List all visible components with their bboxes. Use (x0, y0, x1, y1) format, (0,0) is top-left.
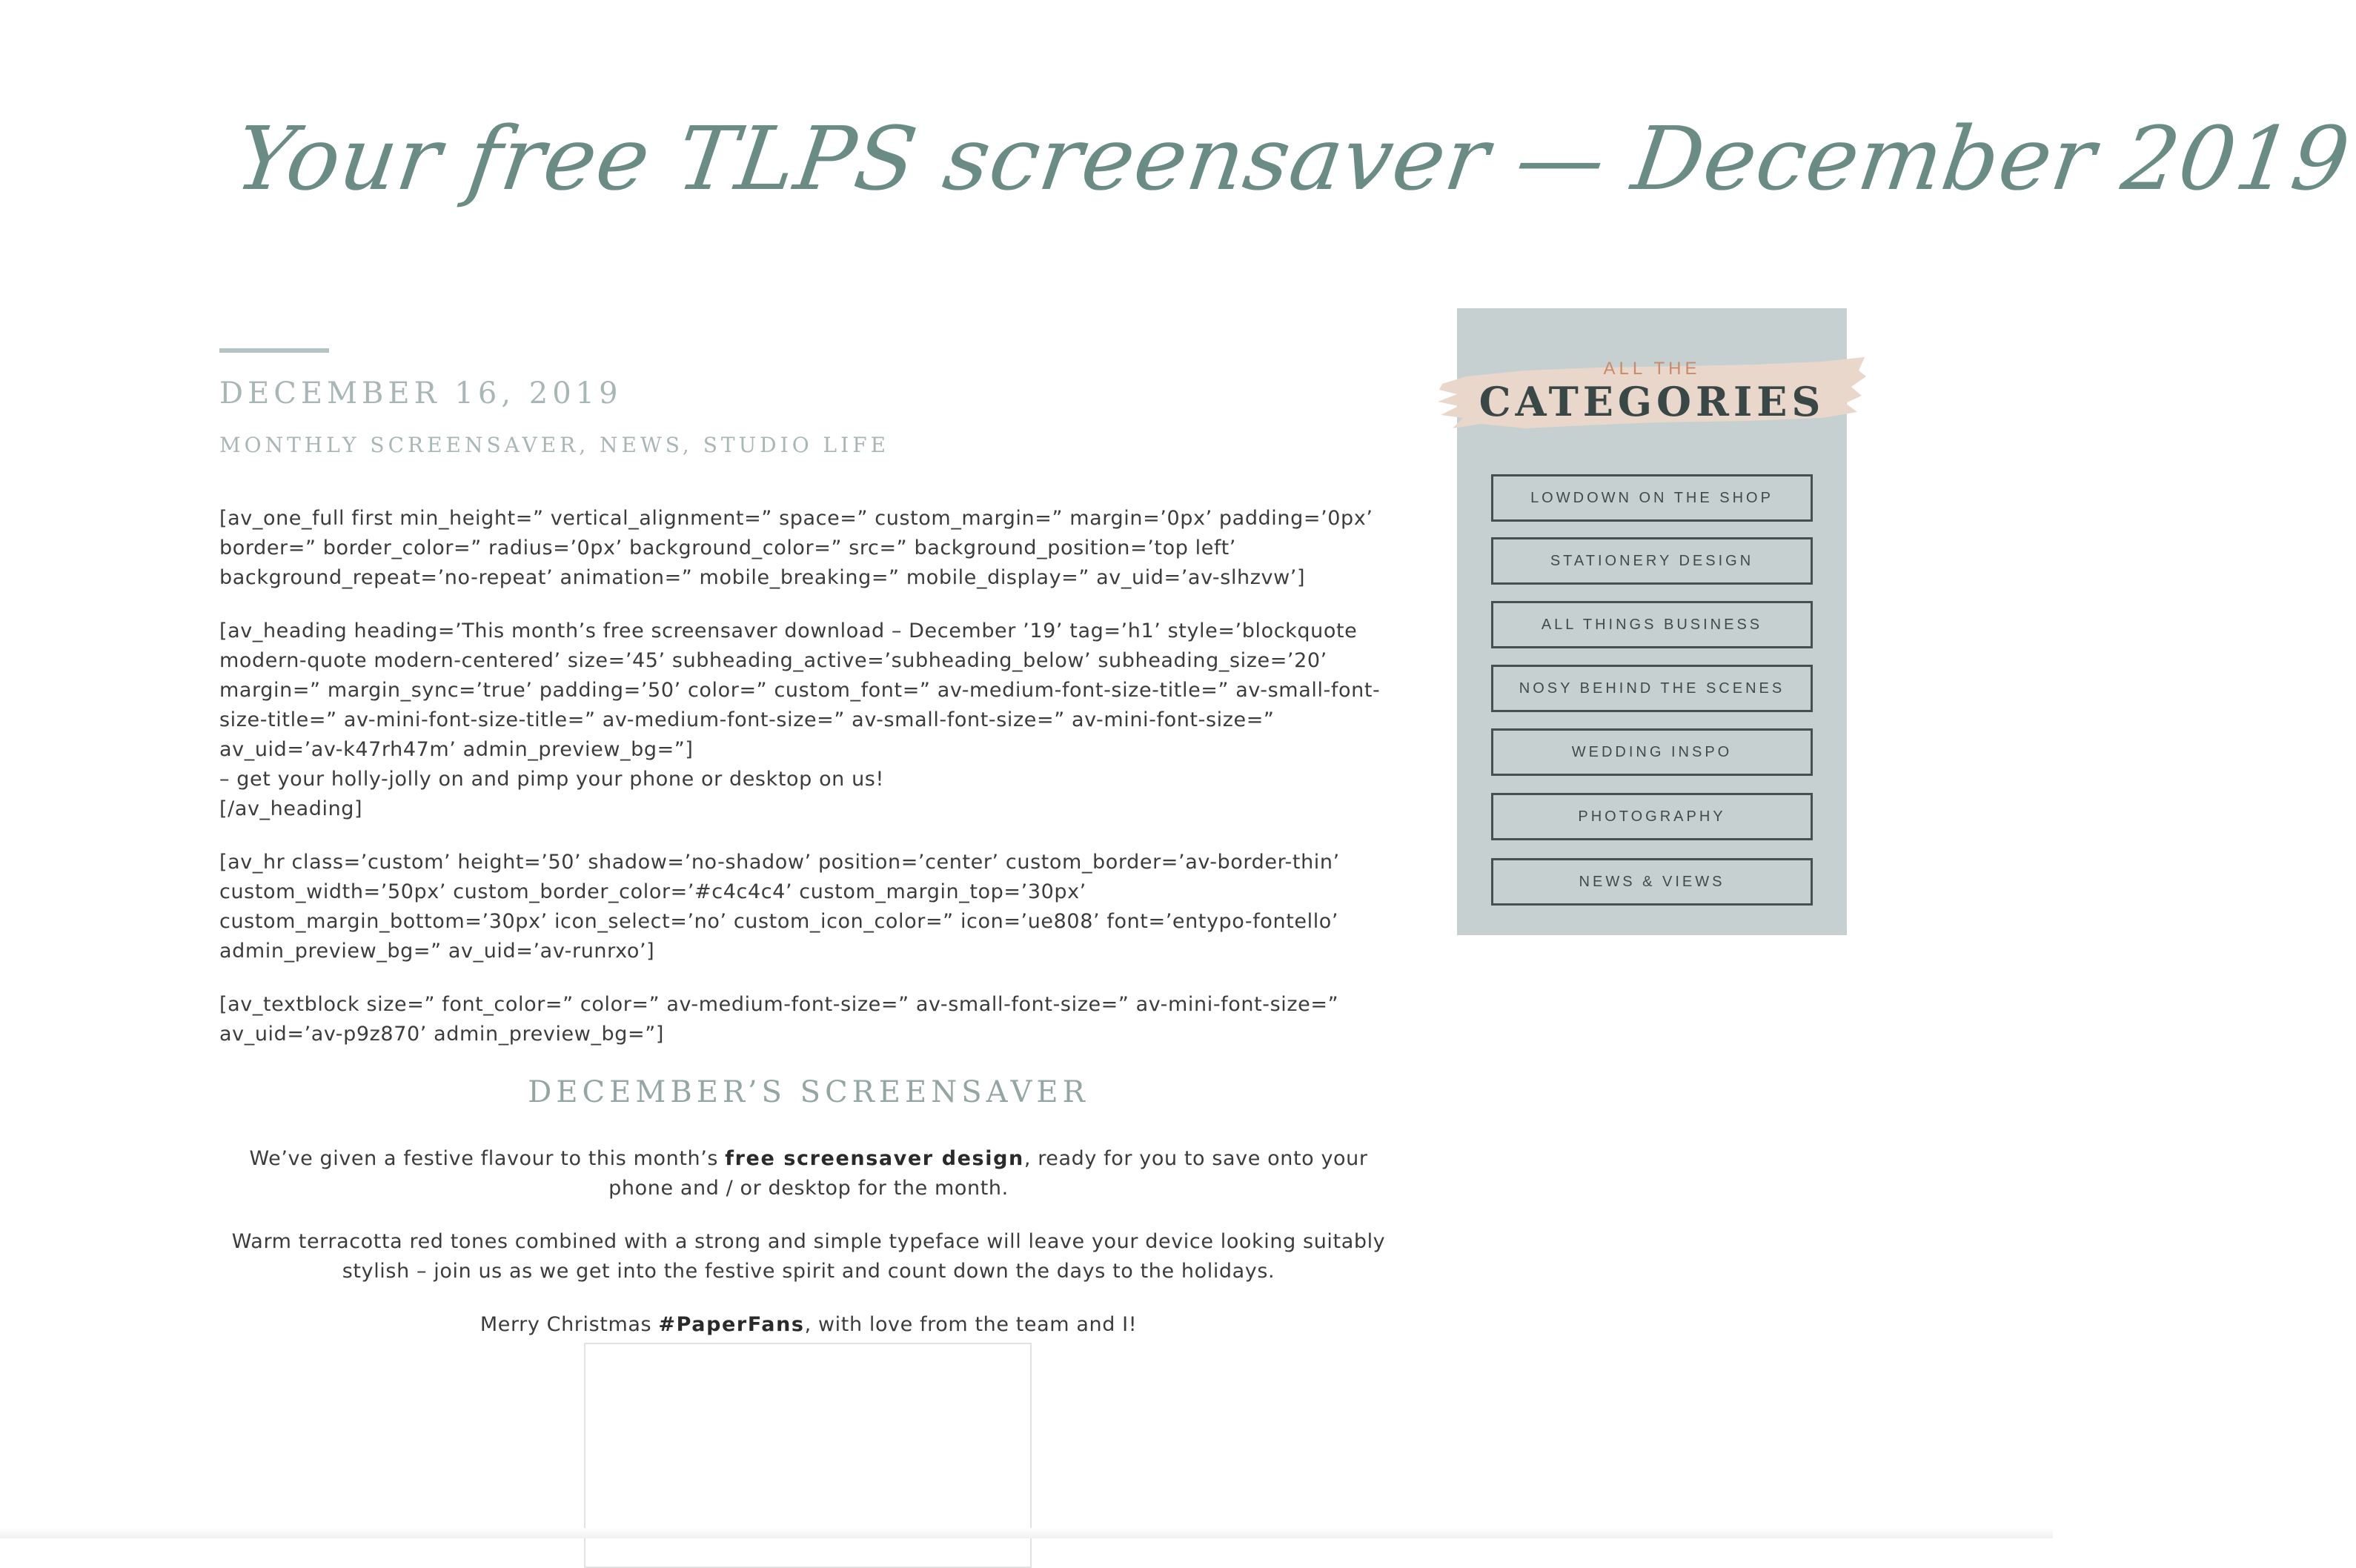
category-button-stationery[interactable]: STATIONERY DESIGN (1491, 537, 1813, 585)
post-content (219, 504, 1398, 1363)
shortcode-text (219, 617, 1398, 824)
shortcode-subheading: – get your holly-jolly on and pimp your phone or desktop on us! (219, 768, 884, 791)
intro-paragraph (219, 1144, 1398, 1203)
category-button-news[interactable]: NEWS & VIEWS (1491, 858, 1813, 906)
shortcode-heading-close: [/av_heading] (219, 797, 363, 820)
sidebar-kicker: ALL THE (1603, 359, 1701, 379)
category-button-business[interactable]: ALL THINGS BUSINESS (1491, 601, 1813, 648)
intro-text: We’ve given a festive flavour to this month’s (249, 1147, 726, 1170)
shortcode-text: [av_one_full first min_height=” vertical_alignment=” space=” custom_margin=” margin=’0px’ padding=’0px’ border=” border_color=” radius=’0px’ background_color=” src=” background_position=’top left’ background_repeat=’no-repeat’ animation=” mobile_breaking=” mobile_display=” av_uid=’av-slhzvw’] (219, 507, 1373, 589)
category-button-wedding[interactable]: WEDDING INSPO (1491, 728, 1813, 776)
intro-bold: free screensaver design (725, 1147, 1024, 1170)
category-button-behind-scenes[interactable]: NOSY BEHIND THE SCENES (1491, 665, 1813, 712)
post-date: DECEMBER 16, 2019 (219, 376, 623, 411)
shortcode-text: [av_hr class=’custom’ height=’50’ shadow=’no-shadow’ position=’center’ custom_border=’av-border-thin’ custom_width=’50px’ custom_border_color=’#c4c4c4’ custom_margin_top=’30px’ custom_margin_bottom=’30px’ icon_select=’no’ custom_icon_color=” icon=’ue808’ font=’entypo-fontello’ admin_preview_bg=” av_uid=’av-runrxo’] (219, 851, 1340, 963)
category-button-shop[interactable]: LOWDOWN ON THE SHOP (1491, 474, 1813, 522)
page-title: Your free TLPS screensaver — December 2019 (229, 107, 2356, 210)
signoff-paragraph (219, 1310, 1398, 1340)
accent-divider (219, 348, 329, 353)
description-paragraph: Warm terracotta red tones combined with a strong and simple typeface will leave your device looking suitably stylish – join us as we get into the festive spirit and count down the days to the holidays. (231, 1230, 1386, 1283)
shortcode-text: [av_textblock size=” font_color=” color=” av-medium-font-size=” av-small-font-size=” av-mini-font-size=” av_uid=’av-p9z870’ admin_preview_bg=”] (219, 993, 1339, 1046)
signoff-text-end: , with love from the team and I! (804, 1313, 1138, 1336)
section-heading: DECEMBER’S SCREENSAVER (528, 1075, 1089, 1109)
sidebar-title: CATEGORIES (1479, 378, 1825, 425)
hashtag: #PaperFans (658, 1313, 805, 1336)
category-button-photography[interactable]: PHOTOGRAPHY (1491, 793, 1813, 840)
post-categories[interactable]: MONTHLY SCREENSAVER, NEWS, STUDIO LIFE (219, 433, 890, 457)
bottom-edge-shadow (0, 1528, 2053, 1538)
intro-text-end: , ready for you to save onto your phone and / or desktop for the month. (608, 1147, 1368, 1200)
shortcode-heading-open: [av_heading heading=’This month’s free screensaver download – December ’19’ tag=’h1’ style=’blockquote modern-quote modern-centered’ size=’45’ subheading_active=’subheading_below’ subheading_size=’20’ margin=” margin_sync=’true’ padding=’50’ color=” custom_font=” av-medium-font-size-title=” av-small-font-size-title=” av-mini-font-size-title=” av-medium-font-size=” av-small-font-size=” av-mini-font-size=” av_uid=’av-k47rh47m’ admin_preview_bg=”] (219, 619, 1381, 761)
signoff-text: Merry Christmas (480, 1313, 659, 1336)
